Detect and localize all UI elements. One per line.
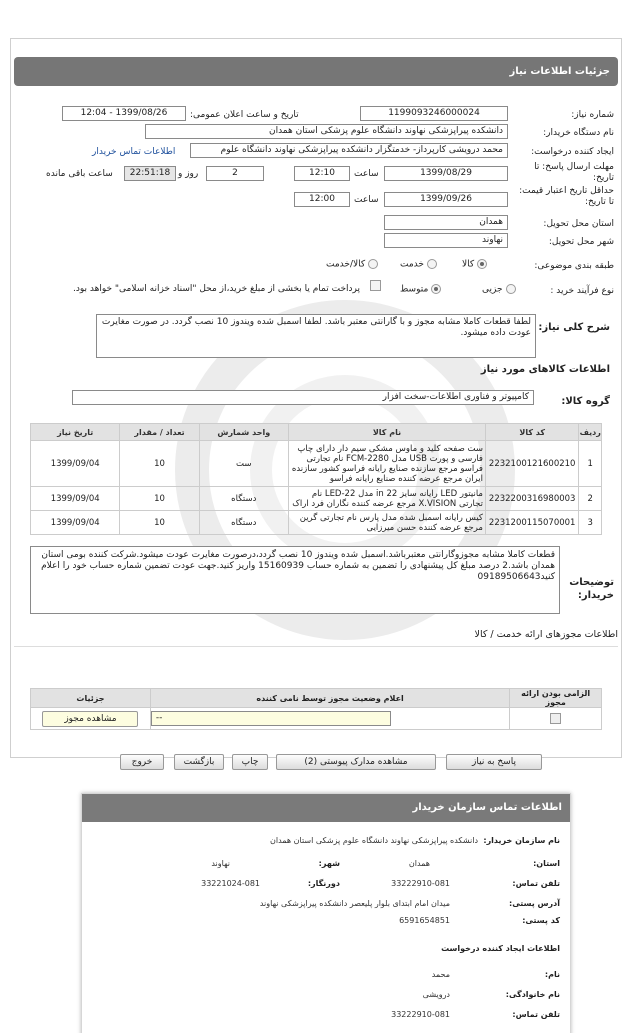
back-button[interactable]: بازگشت: [174, 754, 224, 770]
status-select[interactable]: --: [151, 711, 391, 726]
details-cell: [31, 708, 151, 730]
cell-code: 2232100121600210: [485, 441, 578, 487]
buyer-field[interactable]: دانشکده پیراپزشکی نهاوند دانشگاه علوم پزشکی استان همدان: [145, 124, 508, 139]
category-goods-option[interactable]: کالا: [462, 259, 487, 270]
cell-unit: دستگاه: [199, 511, 288, 535]
process-medium-option[interactable]: متوسط: [400, 284, 441, 295]
city-label: شهر محل تحویل:: [548, 237, 614, 247]
goods-group-label: گروه کالا:: [561, 396, 610, 407]
process-partial-option[interactable]: جزیی: [482, 284, 516, 295]
cell-row: 2: [579, 487, 602, 511]
status-cell: [150, 708, 509, 730]
remaining-time-field: 22:51:18: [124, 166, 176, 181]
col-unit: واحد شمارش: [199, 424, 288, 441]
cell-unit: دستگاه: [199, 487, 288, 511]
validity-date-field[interactable]: 1399/09/26: [384, 192, 508, 207]
col-qty: تعداد / مقدار: [120, 424, 199, 441]
province-label: استان:: [533, 859, 560, 868]
postal-label: کد پستی:: [522, 916, 560, 925]
validity-label: حداقل تاریخ اعتبار قیمت: تا تاریخ:: [519, 186, 614, 207]
cell-qty: 10: [120, 511, 199, 535]
licenses-table: [30, 688, 602, 730]
city-field[interactable]: نهاوند: [384, 233, 508, 248]
licenses-title: اطلاعات مجوزهای ارائه خدمت / کالا: [474, 629, 618, 640]
table-header-row: [31, 424, 602, 441]
table-row[interactable]: [31, 511, 602, 535]
city-value: نهاوند: [211, 859, 230, 868]
creator-info-title: اطلاعات ایجاد کننده درخواست: [441, 944, 560, 953]
deadline-label: مهلت ارسال پاسخ: تا تاریخ:: [534, 162, 614, 183]
cell-date: 1399/09/04: [31, 511, 120, 535]
cell-name: کیس رایانه اسمبل شده مدل پارس نام تجارتی گرین مرجع عرضه کننده حسن میرزایی: [288, 511, 485, 535]
name-label: نام:: [544, 970, 560, 979]
province-value: همدان: [408, 859, 430, 868]
reply-button[interactable]: پاسخ به نیاز: [446, 754, 542, 770]
creator-phone-value: 33222910-081: [391, 1010, 450, 1019]
province-field[interactable]: همدان: [384, 215, 508, 230]
required-cell: [510, 708, 602, 730]
radio-icon[interactable]: [431, 284, 441, 294]
days-word: روز و: [178, 169, 199, 179]
cell-unit: ست: [199, 441, 288, 487]
cell-date: 1399/09/04: [31, 441, 120, 487]
col-date: تاریخ نیاز: [31, 424, 120, 441]
deadline-date-field[interactable]: 1399/08/29: [384, 166, 508, 181]
goods-info-title: اطلاعات کالاهای مورد نیاز: [480, 364, 610, 375]
remaining-word: ساعت باقی مانده: [46, 169, 113, 179]
radio-icon[interactable]: [368, 259, 378, 269]
name-value: محمد: [431, 970, 450, 979]
fax-label: دورنگار:: [307, 879, 340, 888]
cell-name: مانیتور LED رایانه سایز 22 in مدل LED-22 نام تجارتی X.VISION مرجع عرضه کننده نگاران فرد اراک: [288, 487, 485, 511]
announce-field[interactable]: 1399/08/26 - 12:04: [62, 106, 186, 121]
contact-card: [81, 793, 571, 1033]
radio-icon[interactable]: [427, 259, 437, 269]
validity-time-word: ساعت: [354, 195, 379, 205]
postal-value: 6591654851: [399, 916, 450, 925]
phone-value: 33222910-081: [391, 879, 450, 888]
need-number-label: شماره نیاز:: [571, 110, 614, 120]
deadline-time-word: ساعت: [354, 169, 379, 179]
cell-qty: 10: [120, 441, 199, 487]
org-label: نام سازمان خریدار:: [483, 836, 560, 845]
creator-phone-label: تلفن تماس:: [512, 1010, 560, 1019]
cell-code: 2231200115070001: [485, 511, 578, 535]
category-both-option[interactable]: کالا/خدمت: [326, 259, 378, 270]
table-row[interactable]: [31, 441, 602, 487]
creator-label: ایجاد کننده درخواست:: [531, 147, 614, 157]
validity-time-field[interactable]: 12:00: [294, 192, 350, 207]
address-value: میدان امام ابتدای بلوار پلیعصر دانشکده پیراپزشکی نهاوند: [259, 899, 450, 908]
family-value: درویشی: [422, 990, 450, 999]
contact-title: اطلاعات تماس سازمان خریدار: [82, 794, 570, 822]
creator-field[interactable]: محمد درویشی کارپرداز- خدمتگزار دانشکده پیراپزشکی نهاوند دانشگاه علوم: [190, 143, 508, 158]
cell-qty: 10: [120, 487, 199, 511]
address-label: آدرس پستی:: [509, 899, 560, 908]
summary-text[interactable]: لطفا قطعات کاملا مشابه مجوز و با گارانتی معتبر باشد. لطفا اسمبل شده ویندوز 10 نصب گردد. در صورت مغایرت عودت داده میشود.: [96, 314, 536, 358]
goods-group-field[interactable]: کامپیوتر و فناوری اطلاعات-سخت افزار: [72, 390, 534, 405]
exit-button[interactable]: خروج: [120, 754, 164, 770]
announce-label: تاریخ و ساعت اعلان عمومی:: [190, 110, 299, 120]
table-header-row: [31, 689, 602, 708]
fax-value: 33221024-081: [201, 879, 260, 888]
col-status: اعلام وضعیت مجوز توسط نامی کننده: [150, 689, 509, 708]
attachments-button[interactable]: مشاهده مدارک پیوستی (2): [276, 754, 436, 770]
treasury-checkbox[interactable]: [370, 280, 381, 291]
col-name: نام کالا: [288, 424, 485, 441]
col-row: ردیف: [579, 424, 602, 441]
category-service-option[interactable]: خدمت: [400, 259, 437, 270]
payment-note: پرداخت تمام یا بخشی از مبلغ خرید،از محل "اسناد خزانه اسلامی" خواهد بود.: [72, 284, 360, 294]
page-title: جزئیات اطلاعات نیاز: [14, 57, 618, 86]
table-row[interactable]: [31, 487, 602, 511]
table-row[interactable]: [31, 708, 602, 730]
need-number-field[interactable]: 1199093246000024: [360, 106, 508, 121]
summary-label: شرح کلی نیاز:: [538, 322, 610, 333]
buyer-notes-text[interactable]: قطعات کاملا مشابه مجوزوگارانتی معتبرباشد.اسمبل شده ویندوز 10 نصب گردد،درصورت مغایرت عودت میشود.شرکت کننده بومی استان همدان باشد.2 درصد مبلغ کل پیشنهادی را تضمین به شماره حساب 15160939 واریز کنید.جهت عودت تضمین شماره حساب خود را اعلام کنید09189506643: [30, 546, 560, 614]
contact-info-link[interactable]: اطلاعات تماس خریدار: [92, 147, 176, 157]
radio-icon[interactable]: [506, 284, 516, 294]
cell-row: 3: [579, 511, 602, 535]
city-label: شهر:: [318, 859, 340, 868]
view-license-button[interactable]: مشاهده مجوز: [42, 711, 138, 727]
divider: [14, 646, 618, 647]
checkbox-icon: [550, 713, 561, 724]
days-field[interactable]: 2: [206, 166, 264, 181]
cell-date: 1399/09/04: [31, 487, 120, 511]
buyer-label: نام دستگاه خریدار:: [543, 128, 614, 138]
process-label: نوع فرآیند خرید :: [550, 286, 614, 296]
phone-label: تلفن تماس:: [512, 879, 560, 888]
buyer-notes-label: توضیحات خریدار:: [569, 577, 614, 601]
org-value: دانشکده پیراپزشکی نهاوند دانشگاه علوم پزشکی استان همدان: [269, 836, 478, 845]
cell-name: ست صفحه کلید و ماوس مشکی سیم دار دارای چاپ فارسی و پورت USB مدل FCM-2280 نام تجارتی فراسو مرجع سازنده صنایع رایانه فراسو کشور سازنده ایران مرجع عرضه کننده صنایع رایانه فراسو: [288, 441, 485, 487]
cell-code: 2232200316980003: [485, 487, 578, 511]
category-label: طبقه بندی موضوعی:: [534, 261, 614, 271]
col-details: جزئیات: [31, 689, 151, 708]
family-label: نام خانوادگی:: [505, 990, 560, 999]
deadline-time-field[interactable]: 12:10: [294, 166, 350, 181]
cell-row: 1: [579, 441, 602, 487]
radio-icon[interactable]: [477, 259, 487, 269]
province-label: استان محل تحویل:: [543, 219, 614, 229]
items-table: [30, 423, 602, 535]
checkbox-icon[interactable]: [370, 280, 381, 291]
print-button[interactable]: چاپ: [232, 754, 268, 770]
col-required: الزامی بودن ارائه مجوز: [510, 689, 602, 708]
col-code: کد کالا: [485, 424, 578, 441]
